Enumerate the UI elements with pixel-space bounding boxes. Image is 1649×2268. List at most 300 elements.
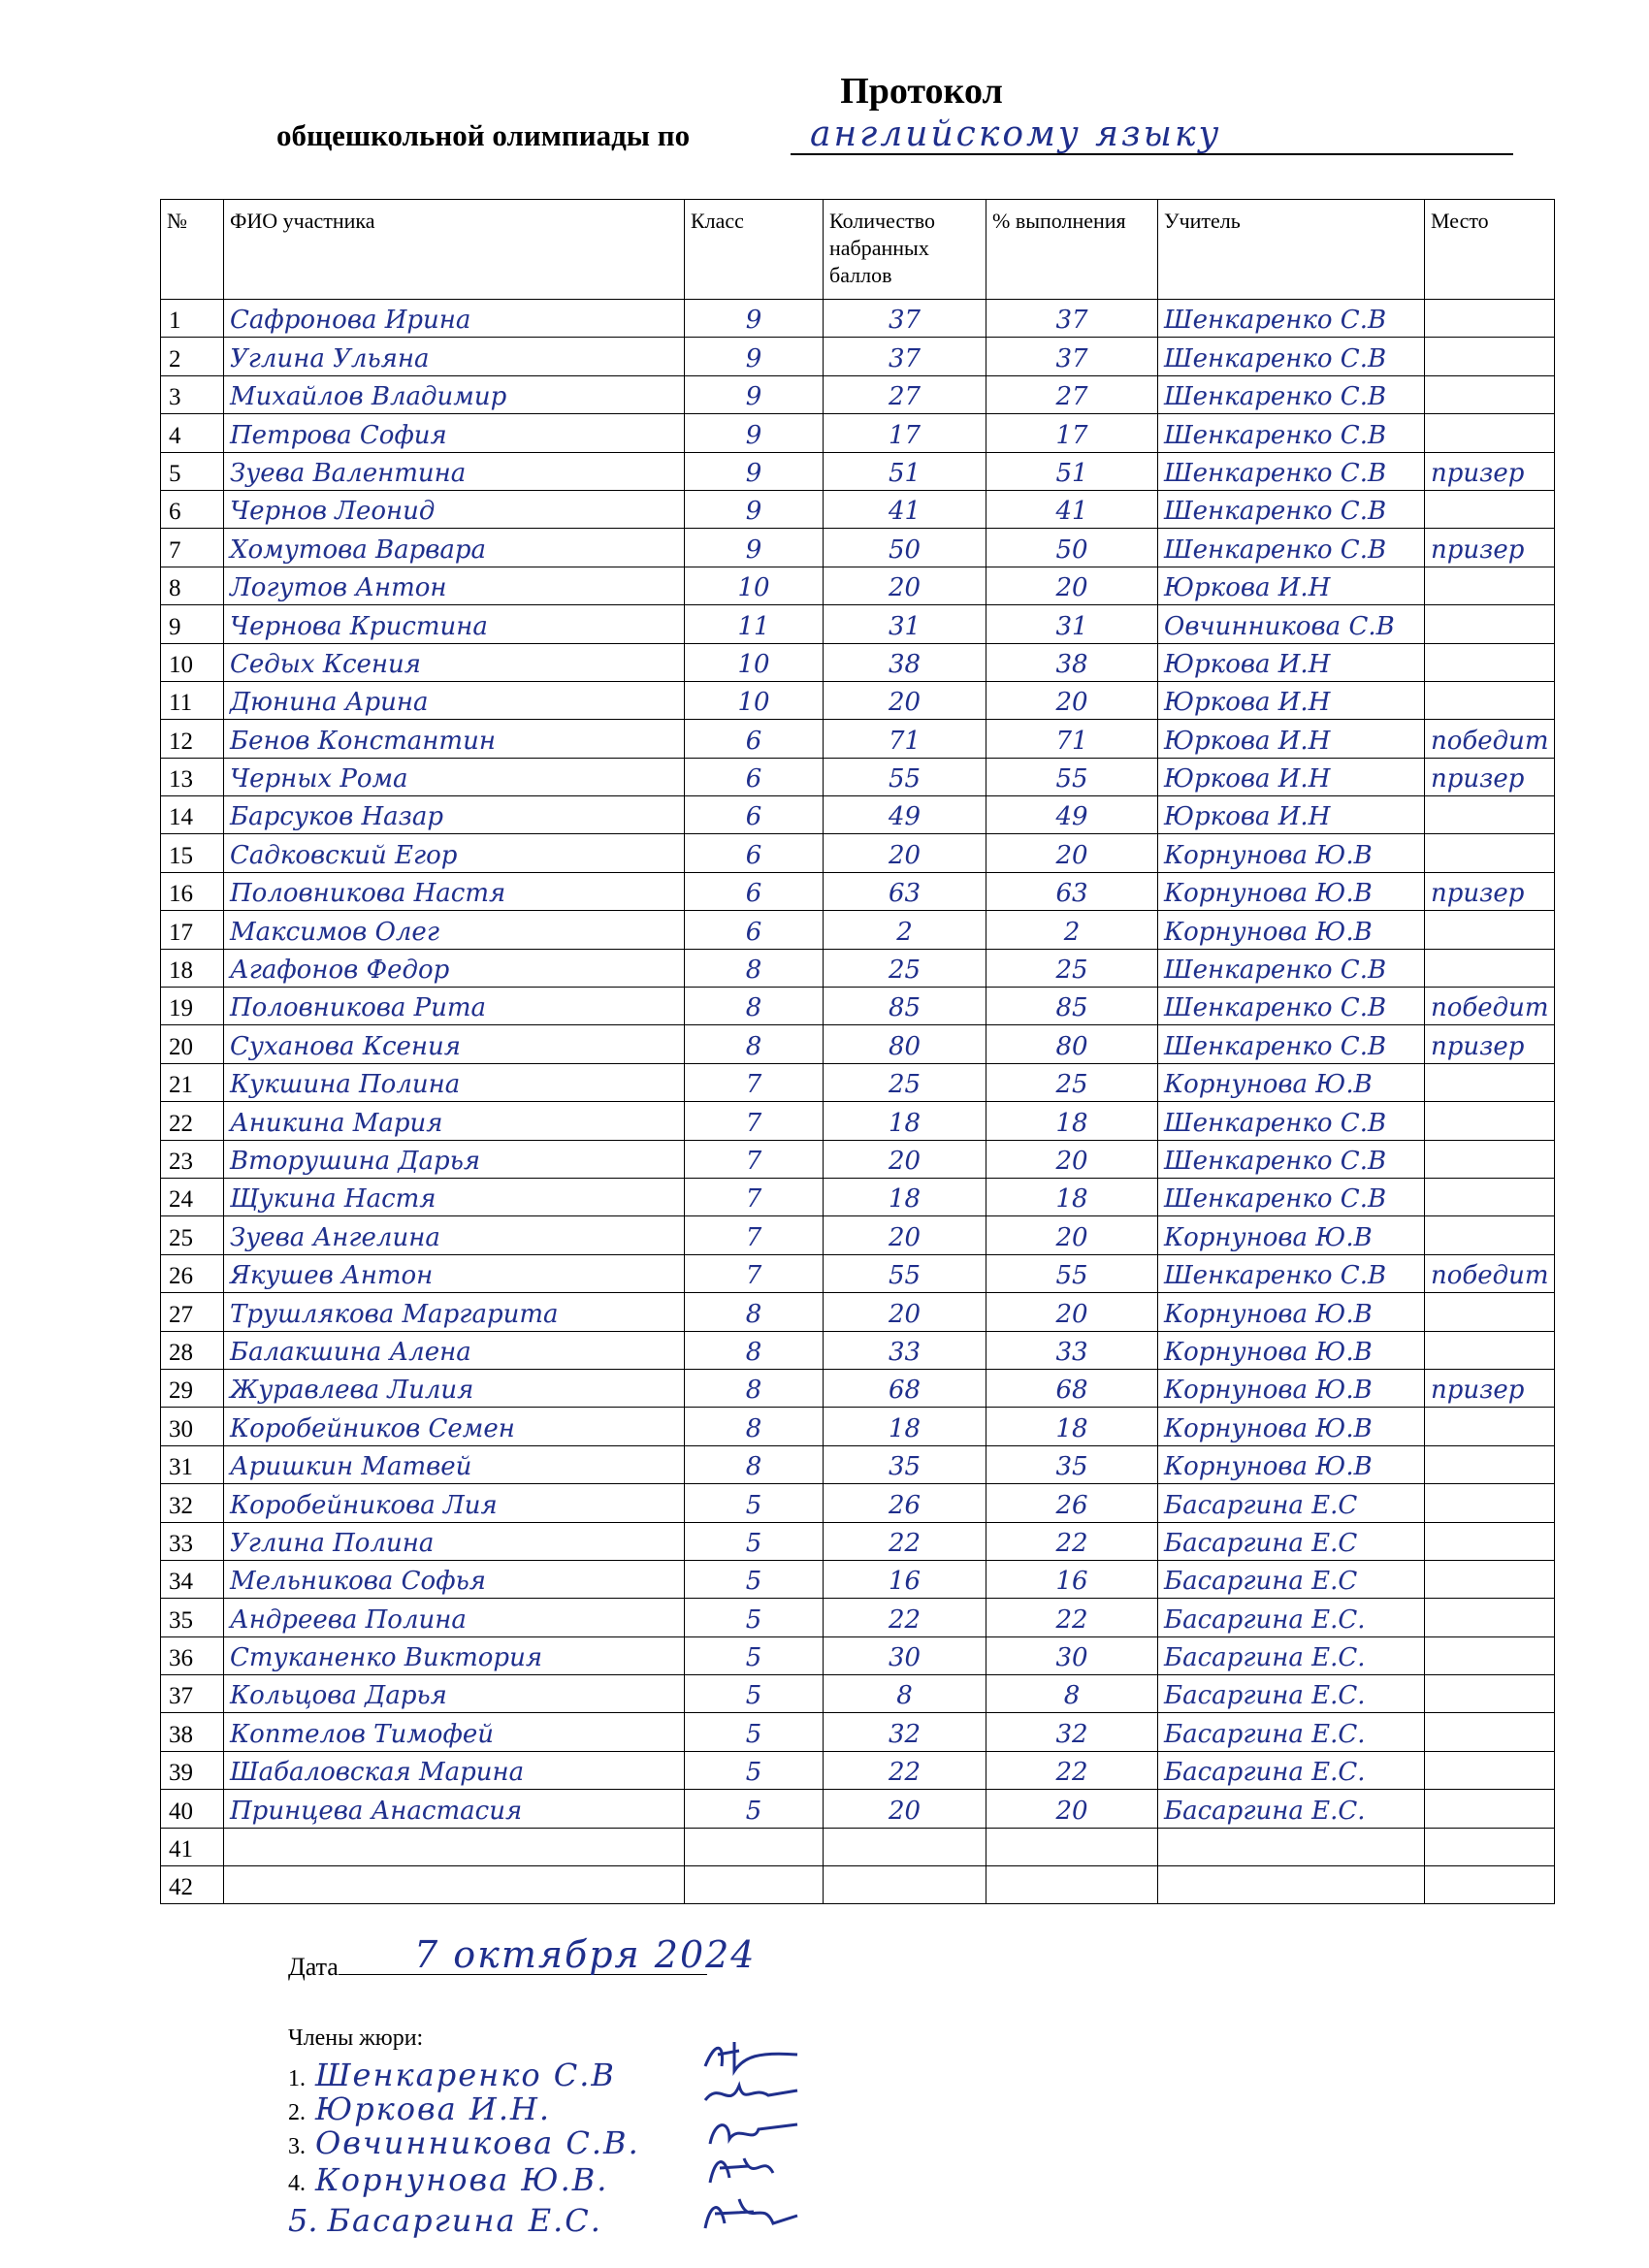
participant-percent: 17	[986, 414, 1158, 452]
participant-teacher: Басаргина Е.С	[1158, 1484, 1425, 1522]
table-row	[161, 1445, 1555, 1483]
row-number: 14	[161, 796, 224, 834]
jury-title: Члены жюри:	[288, 2025, 424, 2051]
participant-score: 37	[824, 300, 986, 338]
participant-score: 22	[824, 1599, 986, 1636]
participant-place: победит	[1425, 988, 1555, 1025]
participant-score: 55	[824, 1254, 986, 1292]
row-number: 15	[161, 834, 224, 872]
table-row	[161, 643, 1555, 681]
participant-percent: 16	[986, 1560, 1158, 1598]
participant-name: Якушев Антон	[224, 1254, 685, 1292]
participant-grade: 9	[685, 300, 824, 338]
row-number: 19	[161, 988, 224, 1025]
participant-teacher: Шенкаренко С.В	[1158, 300, 1425, 338]
row-number: 8	[161, 567, 224, 604]
participant-name: Чернов Леонид	[224, 490, 685, 528]
table-row	[161, 452, 1555, 490]
participant-teacher: Шенкаренко С.В	[1158, 1025, 1425, 1063]
participant-place	[1425, 1560, 1555, 1598]
row-number: 32	[161, 1484, 224, 1522]
table-row	[161, 1216, 1555, 1254]
table-row	[161, 375, 1555, 413]
results-table	[160, 199, 1555, 1904]
row-number: 39	[161, 1751, 224, 1789]
participant-teacher: Басаргина Е.С	[1158, 1560, 1425, 1598]
participant-score: 35	[824, 1445, 986, 1483]
participant-name: Углина Ульяна	[224, 338, 685, 375]
participant-place	[1425, 1790, 1555, 1828]
participant-grade: 11	[685, 605, 824, 643]
row-number: 10	[161, 643, 224, 681]
row-number: 36	[161, 1636, 224, 1674]
participant-name: Углина Полина	[224, 1522, 685, 1560]
participant-place	[1425, 1828, 1555, 1865]
participant-score: 32	[824, 1713, 986, 1751]
participant-teacher: Басаргина Е.С.	[1158, 1636, 1425, 1674]
table-row	[161, 300, 1555, 338]
row-number: 4	[161, 414, 224, 452]
subject-handwritten: английскому языку	[791, 114, 1513, 155]
table-row	[161, 872, 1555, 910]
participant-score: 49	[824, 796, 986, 834]
row-number: 2	[161, 338, 224, 375]
participant-name: Коробейникова Лия	[224, 1484, 685, 1522]
participant-teacher: Шенкаренко С.В	[1158, 414, 1425, 452]
participant-name	[224, 1828, 685, 1865]
participant-grade: 10	[685, 681, 824, 719]
participant-percent: 37	[986, 300, 1158, 338]
row-number: 25	[161, 1216, 224, 1254]
participant-name: Трушлякова Маргарита	[224, 1293, 685, 1331]
participant-name: Логутов Антон	[224, 567, 685, 604]
participant-teacher: Овчинникова С.В	[1158, 605, 1425, 643]
table-row	[161, 1713, 1555, 1751]
participant-score: 20	[824, 1216, 986, 1254]
participant-grade: 10	[685, 567, 824, 604]
table-body	[161, 300, 1555, 1904]
jury-member-name: Шенкаренко С.В	[315, 2057, 616, 2093]
participant-percent: 35	[986, 1445, 1158, 1483]
table-row	[161, 1102, 1555, 1140]
participant-name: Коптелов Тимофей	[224, 1713, 685, 1751]
participant-score: 80	[824, 1025, 986, 1063]
signature-5	[700, 2194, 807, 2233]
participant-grade: 10	[685, 643, 824, 681]
row-number: 5	[161, 452, 224, 490]
table-row	[161, 1828, 1555, 1865]
participant-place	[1425, 1216, 1555, 1254]
participant-score: 30	[824, 1636, 986, 1674]
participant-grade: 8	[685, 1331, 824, 1369]
participant-place: победит	[1425, 720, 1555, 758]
date-value-handwritten: 7 октября 2024	[414, 1933, 757, 1976]
participant-teacher: Шенкаренко С.В	[1158, 988, 1425, 1025]
participant-place	[1425, 796, 1555, 834]
table-row	[161, 1331, 1555, 1369]
participant-grade: 8	[685, 1445, 824, 1483]
participant-percent: 49	[986, 796, 1158, 834]
participant-teacher: Басаргина Е.С.	[1158, 1599, 1425, 1636]
participant-teacher: Шенкаренко С.В	[1158, 949, 1425, 987]
participant-score: 20	[824, 681, 986, 719]
participant-percent: 20	[986, 567, 1158, 604]
participant-percent: 32	[986, 1713, 1158, 1751]
participant-teacher: Юркова И.Н	[1158, 567, 1425, 604]
table-row	[161, 1063, 1555, 1101]
participant-grade: 5	[685, 1675, 824, 1713]
participant-score: 18	[824, 1178, 986, 1215]
participant-grade: 8	[685, 949, 824, 987]
participant-place	[1425, 1675, 1555, 1713]
participant-teacher: Корнунова Ю.В	[1158, 834, 1425, 872]
participant-grade	[685, 1828, 824, 1865]
participant-place: призер	[1425, 1025, 1555, 1063]
row-number: 3	[161, 375, 224, 413]
row-number: 33	[161, 1522, 224, 1560]
table-row	[161, 1751, 1555, 1789]
participant-teacher: Юркова И.Н	[1158, 758, 1425, 795]
participant-place	[1425, 681, 1555, 719]
participant-grade: 5	[685, 1560, 824, 1598]
participant-score: 22	[824, 1751, 986, 1789]
participant-place	[1425, 1713, 1555, 1751]
participant-score: 33	[824, 1331, 986, 1369]
row-number: 26	[161, 1254, 224, 1292]
participant-score: 68	[824, 1369, 986, 1407]
participant-percent: 22	[986, 1522, 1158, 1560]
participant-grade: 8	[685, 1025, 824, 1063]
participant-teacher: Шенкаренко С.В	[1158, 452, 1425, 490]
table-row	[161, 911, 1555, 949]
participant-name: Дюнина Арина	[224, 681, 685, 719]
participant-grade: 9	[685, 529, 824, 567]
participant-name: Барсуков Назар	[224, 796, 685, 834]
row-number: 16	[161, 872, 224, 910]
participant-place	[1425, 1331, 1555, 1369]
participant-percent: 31	[986, 605, 1158, 643]
participant-name: Кольцова Дарья	[224, 1675, 685, 1713]
jury-member	[288, 2090, 551, 2127]
participant-percent: 20	[986, 681, 1158, 719]
participant-place	[1425, 1063, 1555, 1101]
participant-percent: 68	[986, 1369, 1158, 1407]
participant-teacher: Басаргина Е.С	[1158, 1522, 1425, 1560]
participant-score: 50	[824, 529, 986, 567]
participant-teacher: Шенкаренко С.В	[1158, 1140, 1425, 1178]
participant-score: 18	[824, 1408, 986, 1445]
participant-percent: 25	[986, 1063, 1158, 1101]
participant-name: Половникова Рита	[224, 988, 685, 1025]
participant-score	[824, 1828, 986, 1865]
row-number: 22	[161, 1102, 224, 1140]
row-number: 17	[161, 911, 224, 949]
participant-percent	[986, 1866, 1158, 1904]
participant-teacher: Шенкаренко С.В	[1158, 1254, 1425, 1292]
participant-grade: 8	[685, 1293, 824, 1331]
participant-name: Кукшина Полина	[224, 1063, 685, 1101]
participant-score: 25	[824, 949, 986, 987]
participant-grade: 8	[685, 1408, 824, 1445]
participant-name: Принцева Анастасия	[224, 1790, 685, 1828]
participant-percent: 71	[986, 720, 1158, 758]
jury-member-number: 2.	[288, 2100, 306, 2125]
participant-percent: 85	[986, 988, 1158, 1025]
participant-score: 20	[824, 834, 986, 872]
table-row	[161, 681, 1555, 719]
table-row	[161, 1178, 1555, 1215]
participant-percent: 51	[986, 452, 1158, 490]
jury-member	[288, 2124, 640, 2161]
participant-name: Мельникова Софья	[224, 1560, 685, 1598]
participant-score: 51	[824, 452, 986, 490]
participant-teacher: Шенкаренко С.В	[1158, 490, 1425, 528]
participant-teacher: Юркова И.Н	[1158, 720, 1425, 758]
jury-member-name: Корнунова Ю.В.	[315, 2161, 609, 2198]
participant-teacher: Корнунова Ю.В	[1158, 1063, 1425, 1101]
participant-score: 20	[824, 1790, 986, 1828]
participant-score: 38	[824, 643, 986, 681]
olympiad-subtitle: общешкольной олимпиады по	[276, 118, 691, 152]
table-row	[161, 1025, 1555, 1063]
participant-percent: 63	[986, 872, 1158, 910]
participant-place	[1425, 375, 1555, 413]
table-row	[161, 1369, 1555, 1407]
participant-percent: 27	[986, 375, 1158, 413]
participant-place	[1425, 1178, 1555, 1215]
participant-score: 17	[824, 414, 986, 452]
jury-member-number: 5.	[288, 2202, 318, 2239]
participant-grade: 5	[685, 1713, 824, 1751]
row-number: 7	[161, 529, 224, 567]
participant-grade: 8	[685, 988, 824, 1025]
participant-place	[1425, 1445, 1555, 1483]
participant-grade: 7	[685, 1102, 824, 1140]
participant-score: 85	[824, 988, 986, 1025]
participant-place	[1425, 490, 1555, 528]
table-row	[161, 1522, 1555, 1560]
participant-score: 20	[824, 1140, 986, 1178]
participant-grade: 6	[685, 796, 824, 834]
row-number: 37	[161, 1675, 224, 1713]
participant-place: призер	[1425, 758, 1555, 795]
participant-percent: 55	[986, 1254, 1158, 1292]
row-number: 34	[161, 1560, 224, 1598]
participant-name: Половникова Настя	[224, 872, 685, 910]
participant-percent: 50	[986, 529, 1158, 567]
participant-place	[1425, 605, 1555, 643]
participant-name: Аникина Мария	[224, 1102, 685, 1140]
participant-name	[224, 1866, 685, 1904]
participant-teacher: Корнунова Ю.В	[1158, 1331, 1425, 1369]
participant-percent: 37	[986, 338, 1158, 375]
participant-place	[1425, 1484, 1555, 1522]
participant-teacher: Басаргина Е.С.	[1158, 1751, 1425, 1789]
participant-name: Шабаловская Марина	[224, 1751, 685, 1789]
participant-score: 22	[824, 1522, 986, 1560]
participant-grade: 9	[685, 490, 824, 528]
row-number: 35	[161, 1599, 224, 1636]
participant-grade: 5	[685, 1522, 824, 1560]
jury-member	[288, 2161, 608, 2198]
participant-grade: 9	[685, 452, 824, 490]
participant-percent: 20	[986, 834, 1158, 872]
participant-grade: 5	[685, 1751, 824, 1789]
table-row	[161, 1790, 1555, 1828]
participant-percent: 55	[986, 758, 1158, 795]
participant-name: Суханова Ксения	[224, 1025, 685, 1063]
col-header-teacher: Учитель	[1158, 200, 1425, 300]
row-number: 20	[161, 1025, 224, 1063]
table-row	[161, 1636, 1555, 1674]
participant-grade: 6	[685, 720, 824, 758]
participant-grade: 6	[685, 872, 824, 910]
participant-name: Бенов Константин	[224, 720, 685, 758]
row-number: 21	[161, 1063, 224, 1101]
jury-member-number: 4.	[288, 2171, 306, 2196]
participant-name: Андреева Полина	[224, 1599, 685, 1636]
participant-percent: 80	[986, 1025, 1158, 1063]
col-header-name: ФИО участника	[224, 200, 685, 300]
row-number: 13	[161, 758, 224, 795]
participant-place	[1425, 834, 1555, 872]
participant-name: Садковский Егор	[224, 834, 685, 872]
participant-score	[824, 1866, 986, 1904]
participant-name: Петрова София	[224, 414, 685, 452]
participant-score: 2	[824, 911, 986, 949]
participant-percent: 20	[986, 1790, 1158, 1828]
row-number: 1	[161, 300, 224, 338]
table-row	[161, 720, 1555, 758]
participant-score: 63	[824, 872, 986, 910]
participant-percent: 22	[986, 1599, 1158, 1636]
date-label: Дата	[288, 1953, 339, 1981]
participant-name: Аришкин Матвей	[224, 1445, 685, 1483]
participant-grade: 7	[685, 1063, 824, 1101]
row-number: 42	[161, 1866, 224, 1904]
participant-place	[1425, 414, 1555, 452]
participant-grade: 7	[685, 1140, 824, 1178]
participant-place	[1425, 1293, 1555, 1331]
participant-score: 31	[824, 605, 986, 643]
participant-teacher: Басаргина Е.С.	[1158, 1713, 1425, 1751]
participant-percent: 20	[986, 1216, 1158, 1254]
participant-place: призер	[1425, 452, 1555, 490]
participant-score: 8	[824, 1675, 986, 1713]
jury-member-number: 1.	[288, 2066, 306, 2091]
jury-member	[288, 2202, 602, 2239]
participant-teacher: Корнунова Ю.В	[1158, 911, 1425, 949]
participant-grade: 5	[685, 1484, 824, 1522]
participant-teacher: Корнунова Ю.В	[1158, 872, 1425, 910]
participant-name: Хомутова Варвара	[224, 529, 685, 567]
participant-teacher: Корнунова Ю.В	[1158, 1445, 1425, 1483]
participant-place	[1425, 1636, 1555, 1674]
table-row	[161, 490, 1555, 528]
participant-grade: 6	[685, 911, 824, 949]
table-row	[161, 758, 1555, 795]
table-row	[161, 988, 1555, 1025]
participant-score: 55	[824, 758, 986, 795]
participant-name: Сафронова Ирина	[224, 300, 685, 338]
row-number: 9	[161, 605, 224, 643]
table-row	[161, 796, 1555, 834]
participant-percent: 18	[986, 1408, 1158, 1445]
participant-percent: 33	[986, 1331, 1158, 1369]
participant-place	[1425, 1408, 1555, 1445]
participant-teacher: Юркова И.Н	[1158, 796, 1425, 834]
table-row	[161, 834, 1555, 872]
participant-percent: 20	[986, 1293, 1158, 1331]
participant-score: 20	[824, 1293, 986, 1331]
participant-score: 25	[824, 1063, 986, 1101]
participant-teacher	[1158, 1866, 1425, 1904]
participant-percent: 30	[986, 1636, 1158, 1674]
participant-place	[1425, 338, 1555, 375]
participant-percent: 20	[986, 1140, 1158, 1178]
row-number: 11	[161, 681, 224, 719]
table-row	[161, 1560, 1555, 1598]
participant-grade: 9	[685, 338, 824, 375]
row-number: 30	[161, 1408, 224, 1445]
participant-grade: 7	[685, 1178, 824, 1215]
participant-percent: 25	[986, 949, 1158, 987]
participant-place	[1425, 911, 1555, 949]
col-header-percent: % выполнения	[986, 200, 1158, 300]
participant-place	[1425, 643, 1555, 681]
participant-teacher: Басаргина Е.С.	[1158, 1675, 1425, 1713]
col-header-number: №	[161, 200, 224, 300]
participant-teacher: Юркова И.Н	[1158, 643, 1425, 681]
participant-teacher: Басаргина Е.С.	[1158, 1790, 1425, 1828]
row-number: 41	[161, 1828, 224, 1865]
table-header-row	[161, 200, 1555, 300]
participant-place	[1425, 300, 1555, 338]
jury-member-name: Овчинникова С.В.	[315, 2124, 640, 2161]
participant-score: 27	[824, 375, 986, 413]
participant-name: Коробейников Семен	[224, 1408, 685, 1445]
participant-grade: 6	[685, 758, 824, 795]
participant-score: 20	[824, 567, 986, 604]
signature-4	[700, 2149, 807, 2187]
table-row	[161, 605, 1555, 643]
signature-2	[700, 2076, 807, 2115]
participant-grade: 9	[685, 375, 824, 413]
table-row	[161, 1599, 1555, 1636]
participant-place	[1425, 1522, 1555, 1560]
table-row	[161, 1140, 1555, 1178]
col-header-grade: Класс	[685, 200, 824, 300]
participant-teacher: Корнунова Ю.В	[1158, 1293, 1425, 1331]
participant-score: 41	[824, 490, 986, 528]
participant-place: призер	[1425, 872, 1555, 910]
table-row	[161, 1293, 1555, 1331]
participant-place	[1425, 1102, 1555, 1140]
participant-percent: 38	[986, 643, 1158, 681]
participant-name: Чернова Кристина	[224, 605, 685, 643]
participant-teacher: Шенкаренко С.В	[1158, 529, 1425, 567]
participant-grade: 8	[685, 1369, 824, 1407]
jury-member-number: 3.	[288, 2134, 306, 2159]
participant-teacher: Шенкаренко С.В	[1158, 375, 1425, 413]
row-number: 6	[161, 490, 224, 528]
participant-percent: 22	[986, 1751, 1158, 1789]
participant-score: 71	[824, 720, 986, 758]
participant-place	[1425, 1599, 1555, 1636]
participant-name: Михайлов Владимир	[224, 375, 685, 413]
participant-percent: 8	[986, 1675, 1158, 1713]
participant-name: Максимов Олег	[224, 911, 685, 949]
